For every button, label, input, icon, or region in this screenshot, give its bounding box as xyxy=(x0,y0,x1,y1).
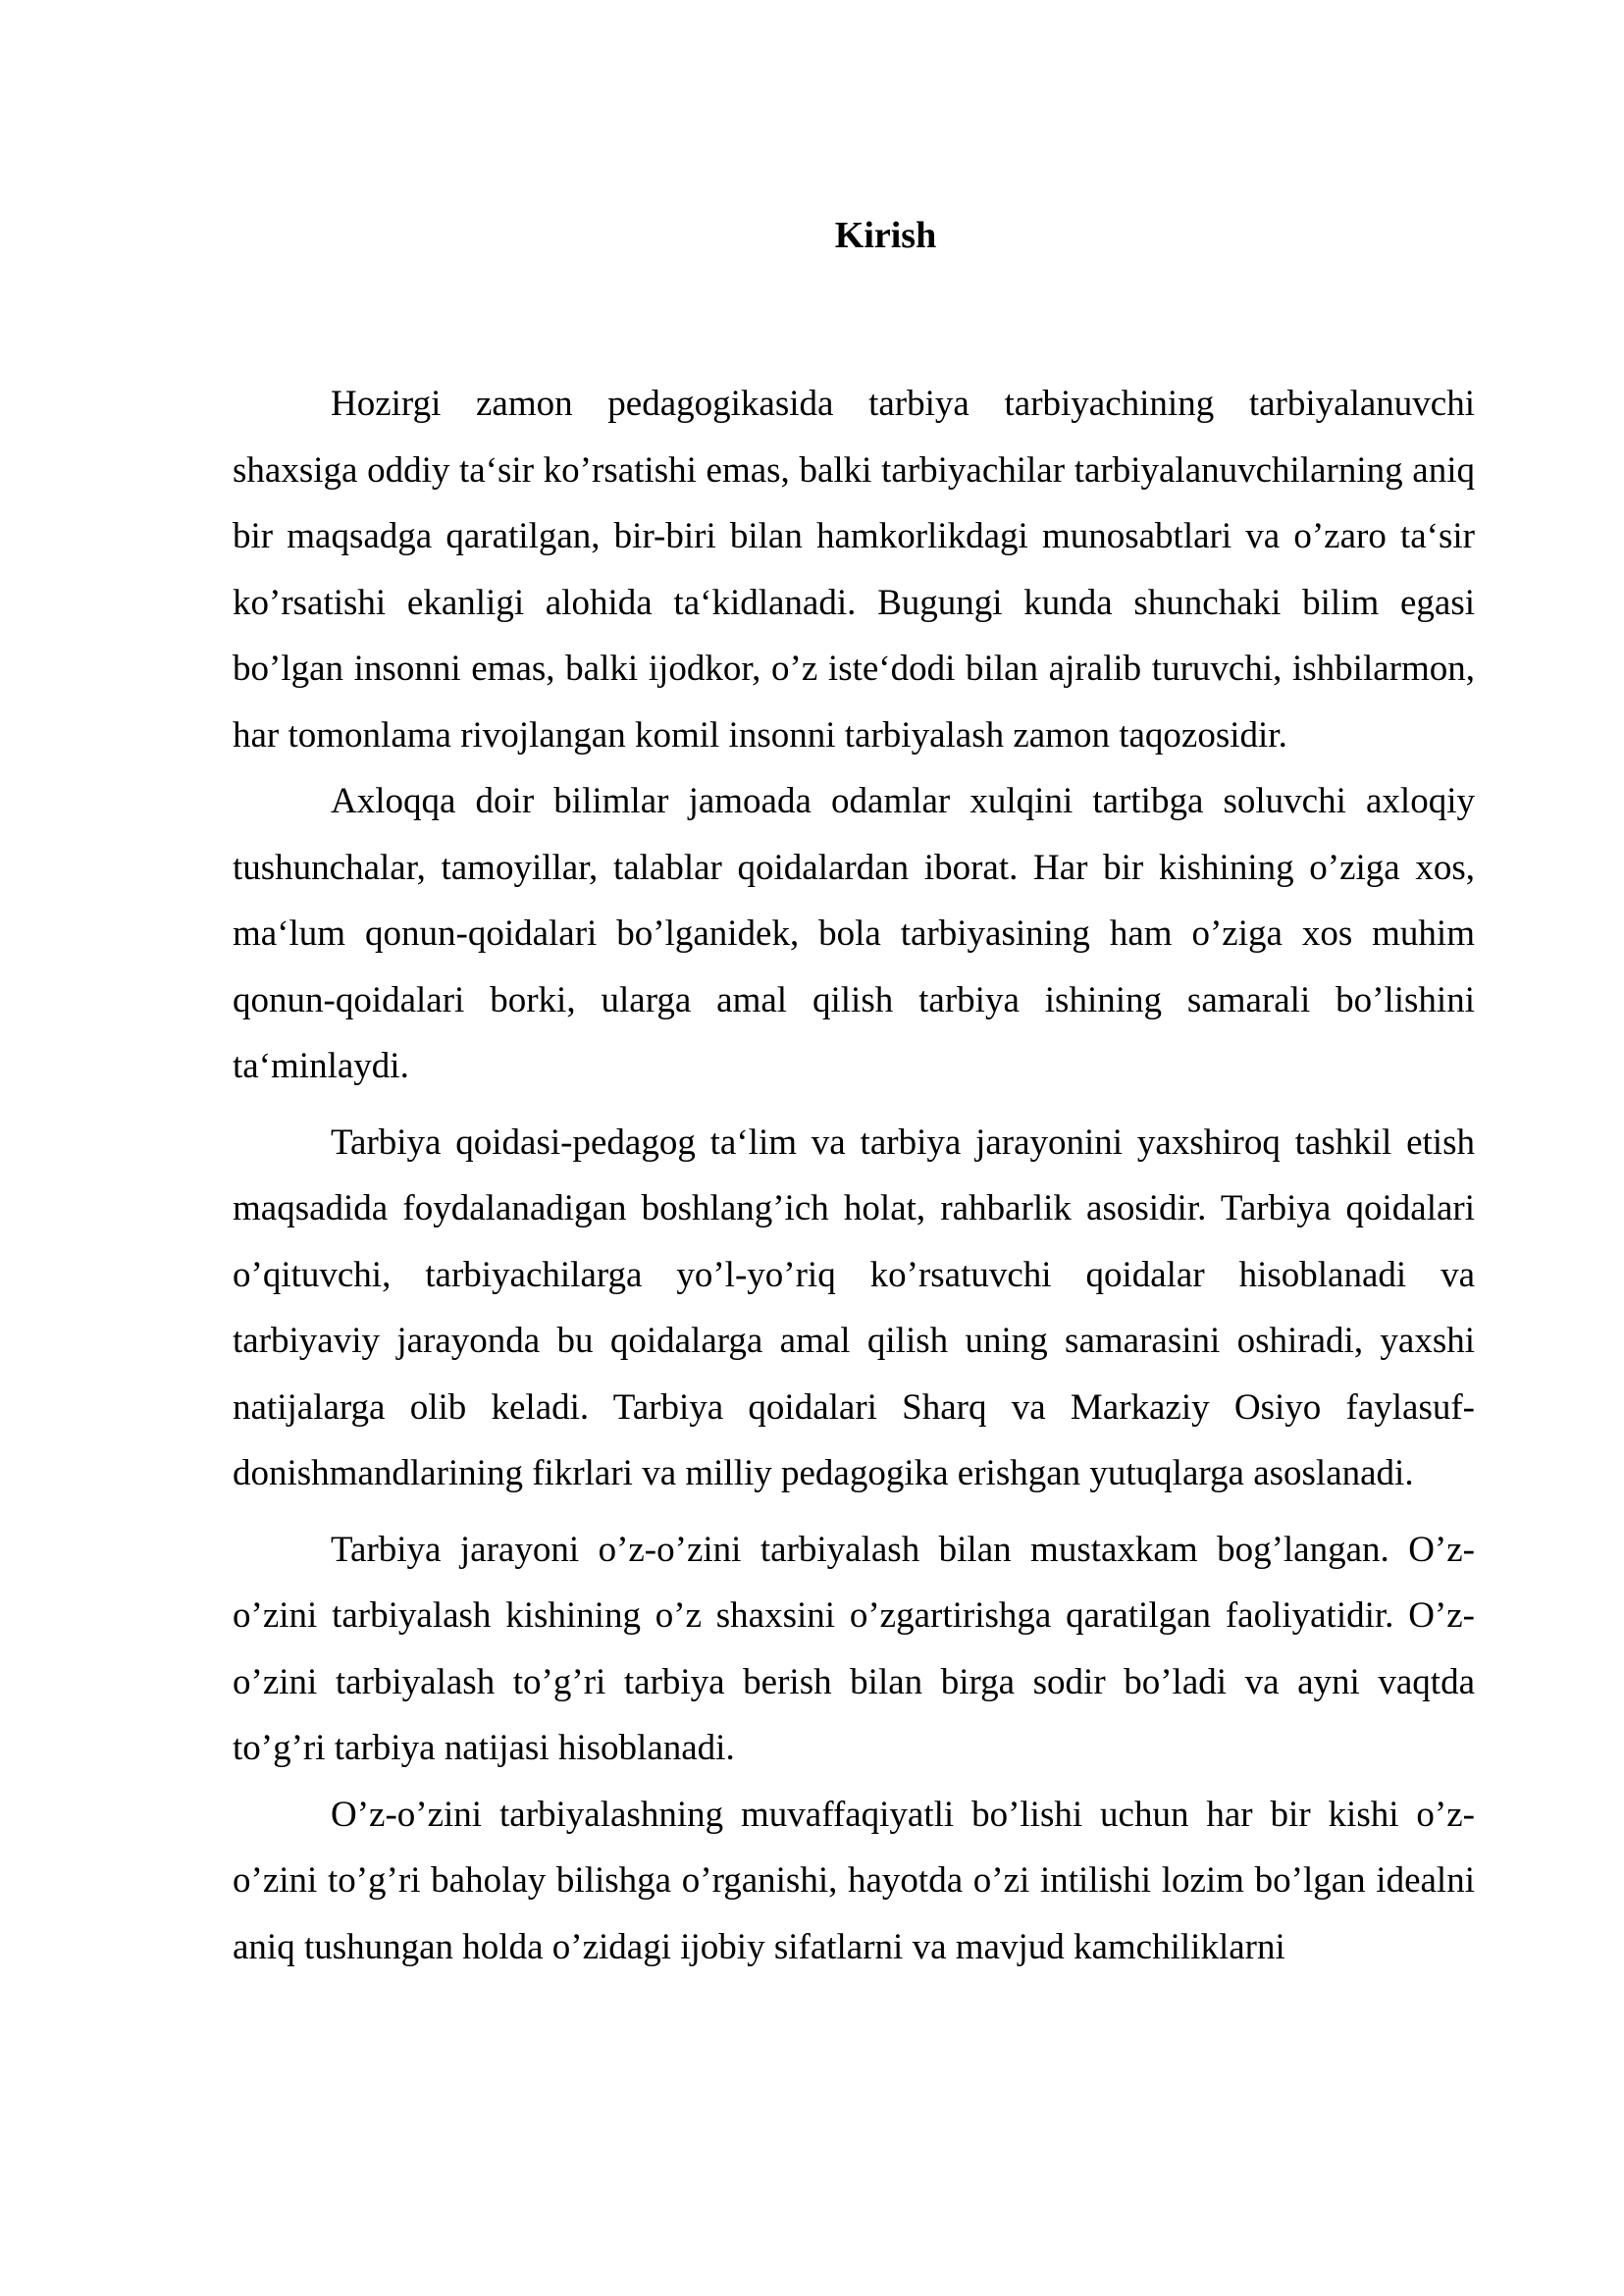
paragraph-2: Axloqqa doir bilimlar jamoada odamlar xulqini tartibga soluvchi axloqiy tushunchalar, tamoyillar, talablar qoidalardan iborat. Har bir kishining o’ziga xos, ma‘lum qonun-qoidalari bo’lganidek, bola tarbiyasining ham o’ziga xos muhim qonun-qoidalari borki, ularga amal qilish tarbiya ishining samarali bo’lishini ta‘minlaydi. xyxy=(233,781,1475,1086)
paragraph-3: Tarbiya qoidasi-pedagog ta‘lim va tarbiya jarayonini yaxshiroq tashkil etish maqsadida foydalanadigan boshlang’ich holat, rahbarlik asosidir. Tarbiya qoidalari o’qituvchi, tarbiyachilarga yo’l-yo’riq ko’rsatuvchi qoidalar hisoblanadi va tarbiyaviy jarayonda bu qoidalarga amal qilish uning samarasini oshiradi, yaxshi natijalarga olib keladi. Tarbiya qoidalari Sharq va Markaziy Osiyo faylasuf-donishmandlarining fikrlari va milliy pedagogika erishgan yutuqlarga asoslanadi. xyxy=(233,1122,1475,1493)
document-body xyxy=(233,371,1475,1980)
paragraph-1: Hozirgi zamon pedagogikasida tarbiya tarbiyachining tarbiyalanuvchi shaxsiga oddiy ta‘sir ko’rsatishi emas, balki tarbiyachilar tarbiyalanuvchilarning aniq bir maqsadga qaratilgan, bir-biri bilan hamkorlikdagi munosabtlari va o’zaro ta‘sir ko’rsatishi ekanligi alohida ta‘kidlanadi. Bugungi kunda shunchaki bilim egasi bo’lgan insonni emas, balki ijodkor, o’z iste‘dodi bilan ajralib turuvchi, ishbilarmon, har tomonlama rivojlangan komil insonni tarbiyalash zamon taqozosidir. xyxy=(233,384,1475,756)
paragraph-5: O’z-o’zini tarbiyalashning muvaffaqiyatli bo’lishi uchun har bir kishi o’z-o’zini to’g’ri baholay bilishga o’rganishi, hayotda o’zi intilishi lozim bo’lgan idealni aniq tushungan holda o’zidagi ijobiy sifatlarni va mavjud kamchiliklarni xyxy=(233,1794,1475,1967)
page-title: Kirish xyxy=(834,215,937,256)
paragraph-4: Tarbiya jarayoni o’z-o’zini tarbiyalash bilan mustaxkam bog’langan. O’z-o’zini tarbiyalash kishining o’z shaxsini o’zgartirishga qaratilgan faoliyatidir. O’z-o’zini tarbiyalash to’g’ri tarbiya berish bilan birga sodir bo’ladi va ayni vaqtda to’g’ri tarbiya natijasi hisoblanadi. xyxy=(233,1529,1475,1768)
